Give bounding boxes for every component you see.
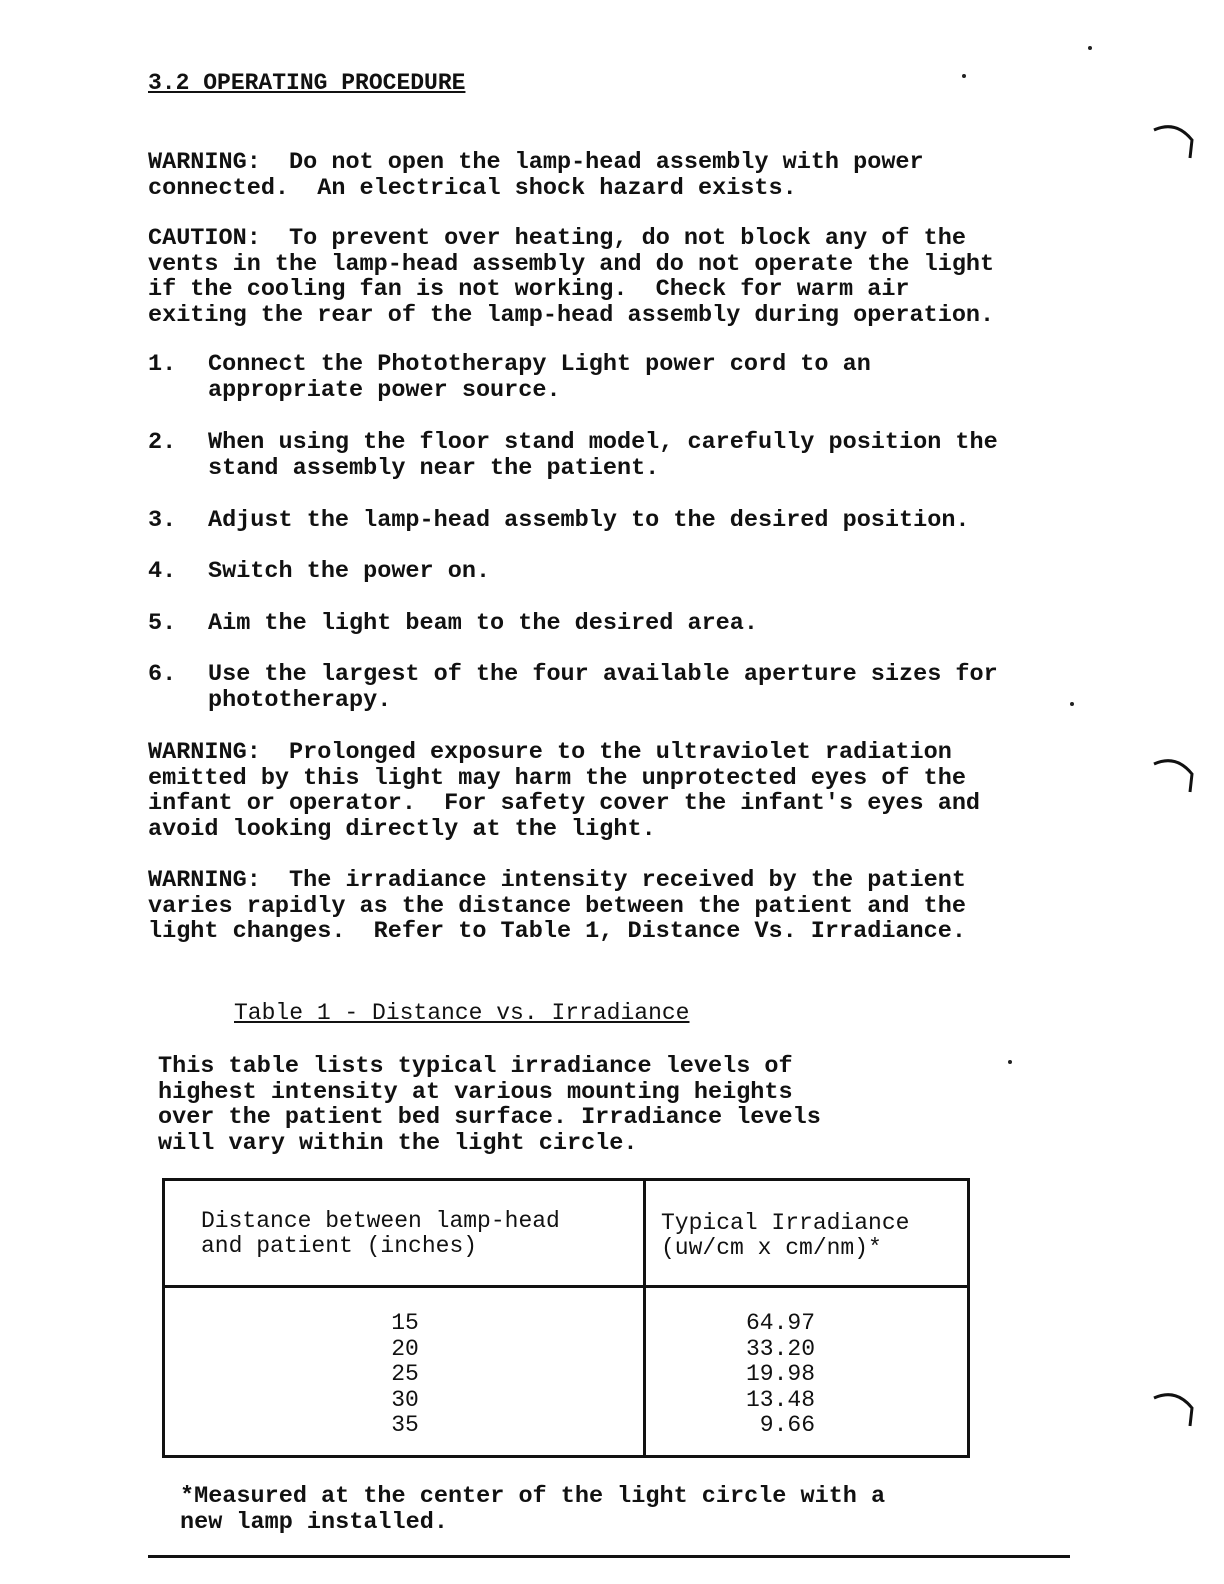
warning-label: WARNING: — [148, 739, 261, 766]
binder-hole-mark-icon — [1152, 752, 1196, 796]
table-column-divider — [643, 1181, 646, 1455]
warning-label: WARNING: — [148, 867, 261, 894]
scan-speck — [1008, 1060, 1012, 1064]
warning-power — [148, 150, 1088, 201]
binder-hole-mark-icon — [1152, 118, 1196, 162]
step-text: Adjust the lamp-head assembly to the desired position. — [208, 507, 970, 534]
scan-speck — [962, 74, 966, 78]
table-header-divider — [165, 1285, 967, 1288]
caution-overheat — [148, 226, 1088, 328]
step-text: Use the largest of the four available aperture sizes for phototherapy. — [208, 661, 998, 714]
footer-rule — [148, 1555, 1070, 1558]
step-text: Connect the Phototherapy Light power cord to an appropriate power source. — [208, 351, 871, 404]
caution-label: CAUTION: — [148, 225, 261, 252]
scan-speck — [1070, 702, 1074, 706]
step-number: 1. — [148, 351, 177, 378]
step-number: 2. — [148, 429, 177, 456]
distance-irradiance-table — [162, 1178, 970, 1458]
step-text: Switch the power on. — [208, 558, 491, 585]
table-column-irradiance-values: 64.97 33.20 19.98 13.48 9.66 — [745, 1310, 815, 1438]
warning-text: Do not open the lamp-head assembly with power connected. An electrical shock hazard exists. — [148, 149, 924, 202]
warning-uv — [148, 740, 1088, 842]
table-description: This table lists typical irradiance levels of highest intensity at various mounting heights over the patient bed surface. Irradiance levels will vary within the light circle. — [158, 1053, 821, 1157]
step-number: 3. — [148, 507, 177, 534]
step-text: Aim the light beam to the desired area. — [208, 610, 758, 637]
step-number: 5. — [148, 610, 177, 637]
step-number: 4. — [148, 558, 177, 585]
caution-text: To prevent over heating, do not block any of the vents in the lamp-head assembly and do not operate the light if the cooling fan is not working. Check for warm air exiting the rear of the lamp-head assembly during operation. — [148, 225, 995, 329]
warning-text: Prolonged exposure to the ultraviolet radiation emitted by this light may harm the unprotected eyes of the infant or operator. For safety cover the infant's eyes and avoid looking directly at the light. — [148, 739, 981, 843]
table-footnote: *Measured at the center of the light circle with a new lamp installed. — [180, 1483, 886, 1536]
warning-text: The irradiance intensity received by the patient varies rapidly as the distance between the patient and the light changes. Refer to Table 1, Distance Vs. Irradiance. — [148, 867, 966, 945]
table-header-distance: Distance between lamp-head and patient (inches) — [201, 1208, 560, 1259]
table-column-distance-values: 15 20 25 30 35 — [391, 1310, 419, 1438]
step-number: 6. — [148, 661, 177, 688]
binder-hole-mark-icon — [1152, 1386, 1196, 1430]
step-text: When using the floor stand model, carefully position the stand assembly near the patient. — [208, 429, 998, 482]
table-title: Table 1 - Distance vs. Irradiance — [234, 1000, 690, 1026]
scan-speck — [1088, 46, 1092, 50]
section-heading: 3.2 OPERATING PROCEDURE — [148, 70, 466, 96]
warning-irradiance — [148, 868, 1088, 945]
warning-label: WARNING: — [148, 149, 261, 176]
table-header-irradiance: Typical Irradiance (uw/cm x cm/nm)* — [661, 1210, 910, 1261]
